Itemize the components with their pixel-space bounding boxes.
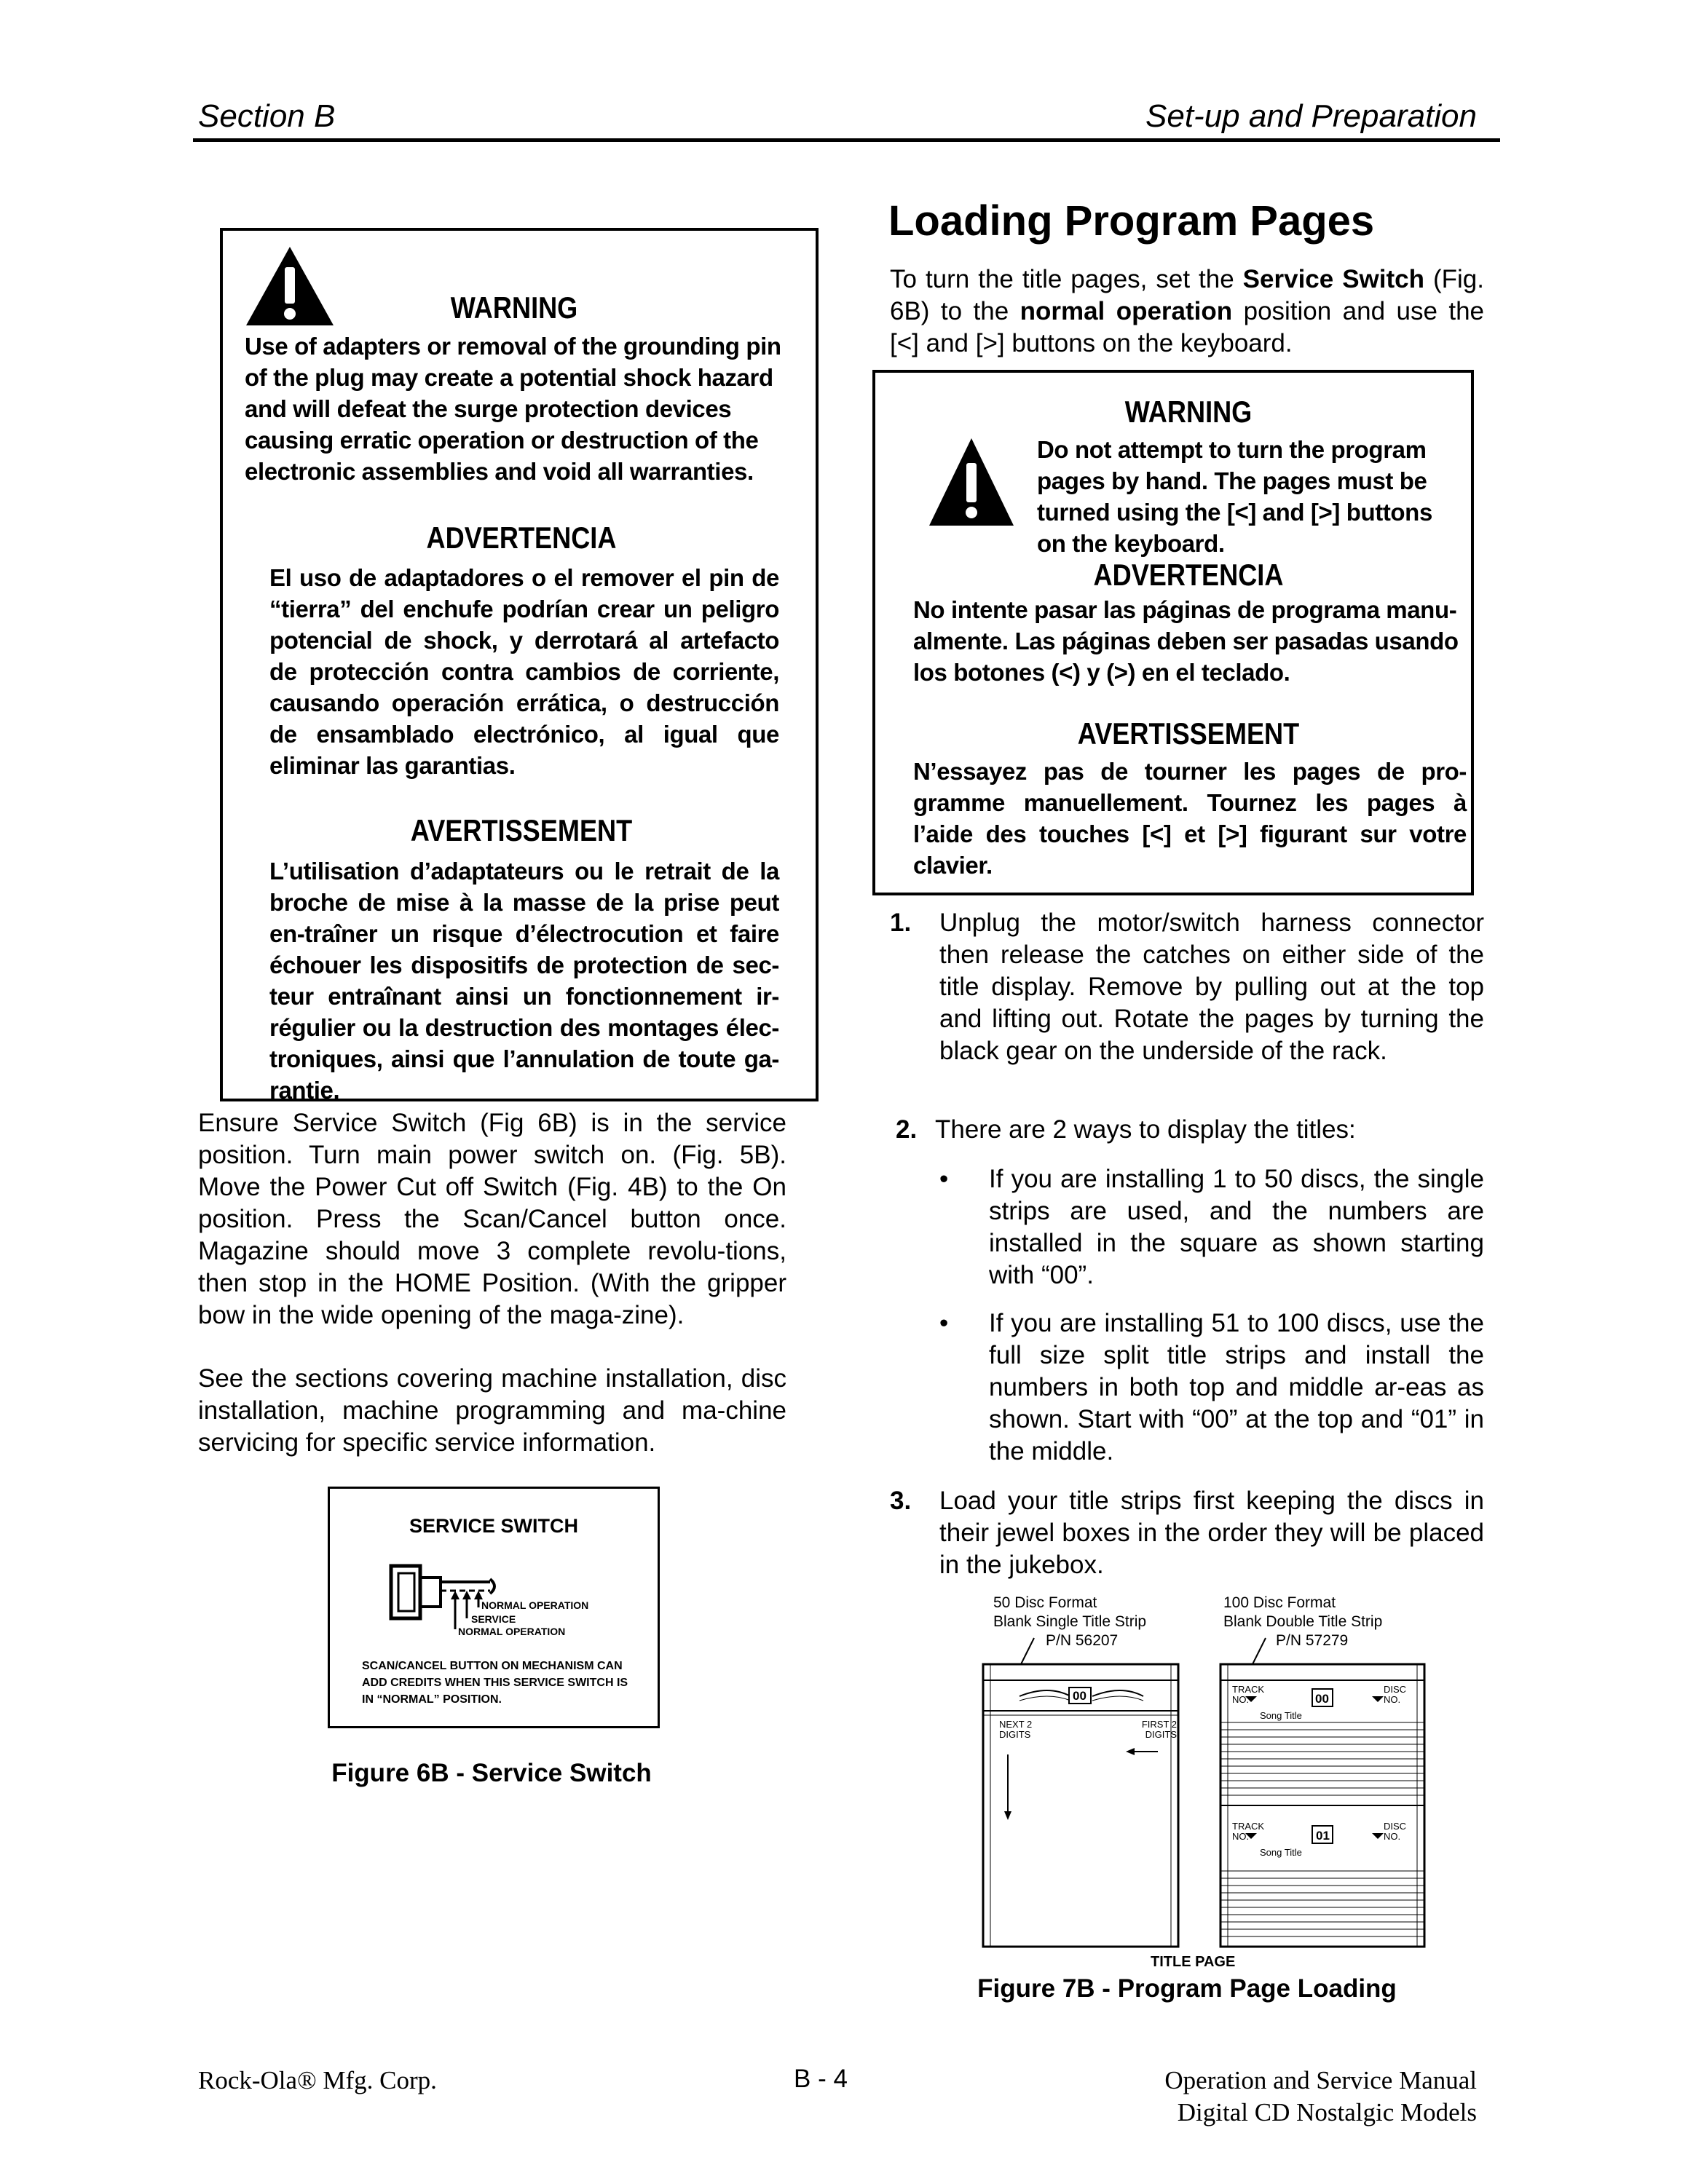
page-number: B - 4 bbox=[794, 2065, 848, 2093]
footer-manual-title: Operation and Service Manual bbox=[1164, 2066, 1477, 2094]
disc-no-label-middle: DISC NO. bbox=[1384, 1821, 1407, 1842]
intro-part-2: (Fig. 6B) to the bbox=[890, 265, 1484, 325]
right-format-label: 100 Disc Format bbox=[1223, 1594, 1336, 1611]
left-format-label: 50 Disc Format bbox=[993, 1594, 1097, 1611]
bullet-1-text: If you are installing 1 to 50 discs, the single strips are used, and the numbers are installed in the square as shown starting with “00”. bbox=[989, 1165, 1484, 1289]
right-part-number: P/N 57279 bbox=[1276, 1632, 1349, 1649]
track-no-label-top: TRACK NO. bbox=[1232, 1684, 1265, 1705]
see-sections-paragraph: See the sections covering machine installation, disc installation, machine programming and ma-chine servicing for specific service information. bbox=[198, 1364, 786, 1457]
intro-part-3: position and use the [<] and [>] buttons on the keyboard. bbox=[890, 297, 1484, 357]
warning-title: WARNING bbox=[450, 290, 578, 325]
service-switch-figure bbox=[328, 1487, 660, 1728]
step-1-number: 1. bbox=[890, 909, 912, 937]
intro-service-switch: Service Switch bbox=[1242, 265, 1424, 293]
title-page-label: TITLE PAGE bbox=[1151, 1954, 1236, 1970]
song-title-label-top: Song Title bbox=[1260, 1710, 1302, 1721]
figure-6b-caption: Figure 6B - Service Switch bbox=[331, 1759, 652, 1787]
step-2-text: There are 2 ways to display the titles: bbox=[935, 1115, 1356, 1144]
figure-7b-caption: Figure 7B - Program Page Loading bbox=[977, 1974, 1397, 2003]
next-2-digits-label: NEXT 2 DIGITS bbox=[999, 1719, 1033, 1740]
step-2-number: 2. bbox=[896, 1115, 918, 1144]
left-page-number-00: 00 bbox=[1073, 1689, 1086, 1703]
avertissement-text: L’utilisation d’adaptateurs ou le retrait de la broche de mise à la masse de la prise peut en-traîner un risque d’électrocution et faire échouer les dispositifs de protection de sec-teur entraînant ainsi un fonctionnement ir-régulier ou la destruction des montages élec-troniques, ainsi que l’annulation de toute ga-rantie. bbox=[269, 858, 779, 1104]
label-normal-operation-2: NORMAL OPERATION bbox=[458, 1626, 566, 1637]
step-1-text: Unplug the motor/switch harness connector then release the catches on either side of the title display. Remove by pulling out at the top and lifting out. Rotate the pages by turning the black gear on the underside of the rack. bbox=[939, 909, 1484, 1065]
track-no-label-middle: TRACK NO. bbox=[1232, 1821, 1265, 1842]
right-page-number-00: 00 bbox=[1315, 1692, 1329, 1706]
song-title-label-middle: Song Title bbox=[1260, 1847, 1302, 1858]
left-strip-label: Blank Single Title Strip bbox=[993, 1613, 1147, 1630]
disc-no-label-top: DISC NO. bbox=[1384, 1684, 1407, 1705]
right-warning-text: Do not attempt to turn the program pages by hand. The pages must be turned using the [<] and [>] buttons on the keyboard. bbox=[1037, 436, 1432, 557]
right-strip-label: Blank Double Title Strip bbox=[1223, 1613, 1383, 1630]
first-2-digits-label: FIRST 2 DIGITS bbox=[1141, 1719, 1177, 1740]
warning-triangle-icon bbox=[243, 244, 336, 330]
label-service: SERVICE bbox=[471, 1613, 516, 1625]
right-page-number-01: 01 bbox=[1316, 1829, 1330, 1843]
title-pages-drawing bbox=[976, 1594, 1456, 1973]
intro-paragraph bbox=[890, 264, 1484, 360]
footer-company: Rock-Ola® Mfg. Corp. bbox=[198, 2066, 437, 2094]
page-heading: Loading Program Pages bbox=[888, 197, 1375, 245]
step-3-number: 3. bbox=[890, 1487, 912, 1515]
right-warning-box bbox=[872, 370, 1474, 895]
right-advertencia-text: No intente pasar las páginas de programa manu-almente. Las páginas deben ser pasadas usando los botones (<) y (>) en el teclado. bbox=[913, 596, 1459, 686]
warning-text: Use of adapters or removal of the grounding pin of the plug may create a potential shock hazard and will defeat the surge protection devices causing erratic operation or destruction of the electronic assemblies and void all warranties. bbox=[245, 333, 781, 485]
service-switch-title: SERVICE SWITCH bbox=[409, 1515, 579, 1537]
bullet-2-marker: • bbox=[939, 1309, 949, 1337]
intro-part-1: To turn the title pages, set the bbox=[890, 265, 1243, 293]
intro-normal-operation: normal operation bbox=[1019, 297, 1233, 325]
bullet-2-text: If you are installing 51 to 100 discs, use the full size split title strips and install the numbers in both top and middle ar-eas as shown. Start with “00” at the top and “01” in the middle. bbox=[989, 1309, 1484, 1465]
right-warning-title: WARNING bbox=[1124, 395, 1253, 429]
warning-triangle-icon-right bbox=[926, 435, 1017, 530]
right-avertissement-text: N’essayez pas de tourner les pages de pro-gramme manuellement. Tournez les pages à l’aide des touches [<] et [>] figurant sur votre clavier. bbox=[913, 758, 1467, 879]
program-page-figure bbox=[976, 1594, 1456, 1973]
section-label: Section B bbox=[198, 98, 336, 134]
step-3-text: Load your title strips first keeping the discs in their jewel boxes in the order they will be placed in the jukebox. bbox=[939, 1487, 1484, 1579]
right-advertencia-title: ADVERTENCIA bbox=[1093, 558, 1284, 592]
header-rule bbox=[193, 138, 1500, 142]
chapter-title: Set-up and Preparation bbox=[1145, 98, 1477, 134]
left-warning-box bbox=[220, 228, 819, 1104]
right-avertissement-title: AVERTISSEMENT bbox=[1077, 716, 1300, 751]
avertissement-title: AVERTISSEMENT bbox=[410, 813, 633, 847]
left-part-number: P/N 56207 bbox=[1046, 1632, 1119, 1649]
footer-model-line: Digital CD Nostalgic Models bbox=[1177, 2098, 1477, 2126]
bullet-1-marker: • bbox=[939, 1165, 949, 1193]
label-normal-operation-1: NORMAL OPERATION bbox=[481, 1599, 589, 1611]
advertencia-title: ADVERTENCIA bbox=[426, 521, 617, 555]
advertencia-text: El uso de adaptadores o el remover el pin de “tierra” del enchufe podrían crear un peligro potencial de shock, y derrotará al artefacto de protección contra cambios de corriente, causando operación errática, o destrucción de ensamblado electrónico, al igual que eliminar las garantias. bbox=[269, 564, 779, 779]
setup-paragraph: Ensure Service Switch (Fig 6B) is in the service position. Turn main power switch on. (Fig. 5B). Move the Power Cut off Switch (Fig. 4B) to the On position. Press the Scan/Cancel button once. Magazine should move 3 complete revolu-tions, then stop in the HOME Position. (With the gripper bow in the wide opening of the maga-zine). bbox=[198, 1109, 786, 1329]
scan-cancel-note: SCAN/CANCEL BUTTON ON MECHANISM CAN ADD CREDITS WHEN THIS SERVICE SWITCH IS IN “NORMAL” POSITION. bbox=[362, 1660, 628, 1706]
